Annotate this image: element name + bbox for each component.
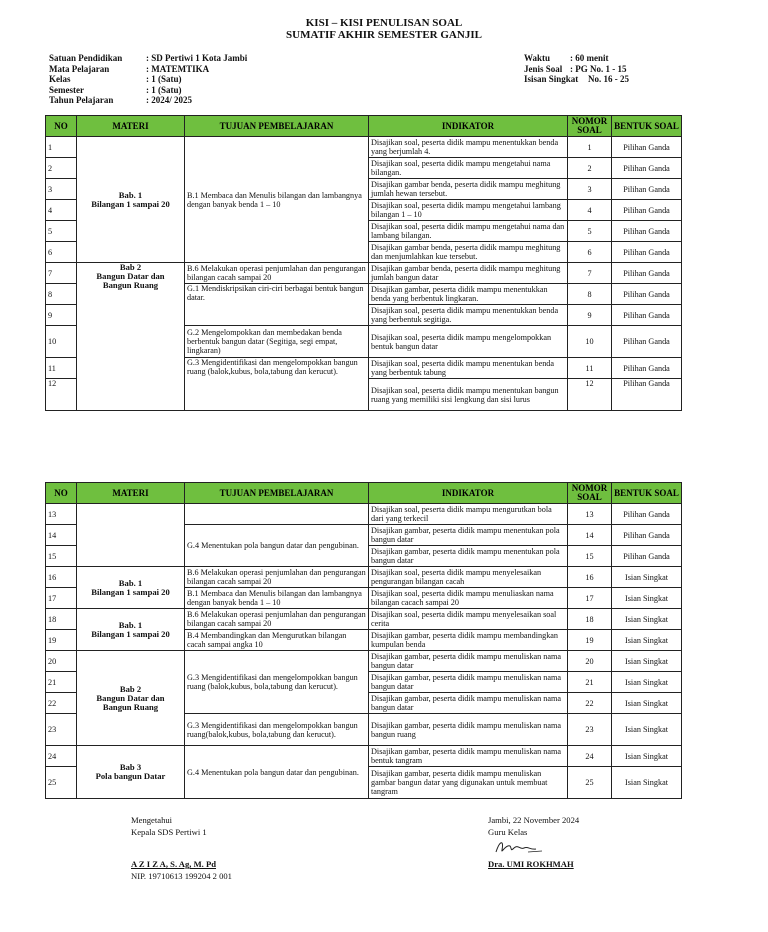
info-label: Waktu bbox=[524, 53, 551, 63]
info-label: Isisan Singkat bbox=[524, 74, 579, 84]
table-header-row bbox=[46, 116, 682, 137]
indikator-cell: Disajikan soal, peserta didik mampu mengetahui nama dan lambang bilangan. bbox=[369, 221, 568, 242]
row-no: 11 bbox=[46, 358, 77, 379]
bentuk-cell: Isian Singkat bbox=[612, 567, 682, 588]
bentuk-cell: Isian Singkat bbox=[612, 714, 682, 746]
indikator-cell: Disajikan soal, peserta didik mampu menentukan benda yang berbentuk tabung bbox=[369, 358, 568, 379]
table-row bbox=[46, 609, 682, 630]
nomor-cell: 10 bbox=[568, 326, 612, 358]
nomor-cell: 7 bbox=[568, 263, 612, 284]
tujuan-cell: G.4 Menentukan pola bangun datar dan pengubinan. bbox=[185, 525, 369, 567]
signature-right bbox=[488, 814, 579, 870]
nomor-cell: 4 bbox=[568, 200, 612, 221]
info-label: Satuan Pendidikan bbox=[49, 53, 123, 63]
table-row bbox=[46, 567, 682, 588]
document-subtitle: SUMATIF AKHIR SEMESTER GANJIL bbox=[286, 29, 482, 41]
materi-text: Bab 3 Pola bangun Datar bbox=[95, 762, 166, 781]
bentuk-cell: Pilihan Ganda bbox=[612, 221, 682, 242]
table-header-row bbox=[46, 483, 682, 504]
nomor-cell: 15 bbox=[568, 546, 612, 567]
indikator-cell: Disajikan soal, peserta didik mampu menentukkan benda yang berjumlah 4. bbox=[369, 137, 568, 158]
tujuan-cell: B.6 Melakukan operasi penjumlahan dan pengurangan bilangan cacah sampai 20 bbox=[185, 263, 369, 284]
col-header-nomor: NOMOR SOAL bbox=[568, 483, 612, 504]
info-value: No. 16 - 25 bbox=[588, 74, 629, 84]
info-left bbox=[49, 53, 247, 106]
bentuk-cell: Pilihan Ganda bbox=[612, 137, 682, 158]
row-no: 9 bbox=[46, 305, 77, 326]
col-header-bentuk: BENTUK SOAL bbox=[612, 116, 682, 137]
row-no: 10 bbox=[46, 326, 77, 358]
info-right bbox=[524, 53, 629, 85]
tujuan-cell: G.3 Mengidentifikasi dan mengelompokkan bangun ruang (balok,kubus, bola,tabung dan kerucut). bbox=[185, 651, 369, 714]
indikator-cell: Disajikan soal, peserta didik mampu menyelesaikan soal cerita bbox=[369, 609, 568, 630]
tujuan-cell: B.4 Membandingkan dan Mengurutkan bilangan cacah sampai angka 10 bbox=[185, 630, 369, 651]
table-row bbox=[46, 263, 682, 284]
nomor-cell: 12 bbox=[568, 379, 612, 411]
indikator-cell: Disajikan gambar, peserta didik mampu membandingkan kumpulan benda bbox=[369, 630, 568, 651]
nomor-cell: 25 bbox=[568, 767, 612, 799]
bentuk-cell: Pilihan Ganda bbox=[612, 305, 682, 326]
materi-cell bbox=[77, 263, 185, 411]
indikator-cell: Disajikan gambar benda, peserta didik mampu meghitung dan menjumlahkan kue tersebut. bbox=[369, 242, 568, 263]
bentuk-cell: Isian Singkat bbox=[612, 767, 682, 799]
row-no: 17 bbox=[46, 588, 77, 609]
table-row bbox=[46, 504, 682, 525]
nomor-cell: 1 bbox=[568, 137, 612, 158]
nomor-cell: 24 bbox=[568, 746, 612, 767]
indikator-cell: Disajikan gambar, peserta didik mampu menuliskan gambar bangun datar yang digunakan untuk membuat tangram bbox=[369, 767, 568, 799]
row-no: 3 bbox=[46, 179, 77, 200]
tujuan-cell: G.4 Menentukan pola bangun datar dan pengubinan. bbox=[185, 746, 369, 799]
nomor-cell: 17 bbox=[568, 588, 612, 609]
info-label: Semester bbox=[49, 84, 84, 95]
info-value: : 60 menit bbox=[570, 53, 609, 63]
bentuk-cell: Isian Singkat bbox=[612, 630, 682, 651]
col-header-materi: MATERI bbox=[77, 116, 185, 137]
row-no: 15 bbox=[46, 546, 77, 567]
row-no: 23 bbox=[46, 714, 77, 746]
signature-left-role: Kepala SDS Pertiwi 1 bbox=[131, 827, 207, 837]
bentuk-cell: Pilihan Ganda bbox=[612, 358, 682, 379]
indikator-cell: Disajikan gambar, peserta didik mampu menuliskan nama bentuk tangram bbox=[369, 746, 568, 767]
tujuan-cell: B.6 Melakukan operasi penjumlahan dan pengurangan bilangan cacah sampai 20 bbox=[185, 567, 369, 588]
info-label: Tahun Pelajaran bbox=[49, 95, 114, 105]
row-no: 18 bbox=[46, 609, 77, 630]
bentuk-cell: Pilihan Ganda bbox=[612, 546, 682, 567]
col-header-materi: MATERI bbox=[77, 483, 185, 504]
nomor-cell: 9 bbox=[568, 305, 612, 326]
bentuk-cell: Pilihan Ganda bbox=[612, 504, 682, 525]
indikator-cell: Disajikan soal, peserta didik mampu menyelesaikan pengurangan bilangan cacah bbox=[369, 567, 568, 588]
materi-text: Bab. 1 Bilangan 1 sampai 20 bbox=[91, 189, 170, 209]
tujuan-cell: G.3 Mengidentifikasi dan mengelompokkan bangun ruang(balok,kubus, bola,tabung dan kerucut). bbox=[185, 714, 369, 746]
indikator-cell: Disajikan gambar, peserta didik mampu menuliskan nama bangun datar bbox=[369, 693, 568, 714]
principal-name: A Z I Z A, S. Ag, M. Pd bbox=[131, 859, 217, 869]
materi-cell bbox=[77, 609, 185, 651]
info-value: : SD Pertiwi 1 Kota Jambi bbox=[146, 53, 248, 63]
tujuan-cell: B.1 Membaca dan Menulis bilangan dan lambangnya dengan banyak benda 1 – 10 bbox=[185, 137, 369, 263]
row-no: 6 bbox=[46, 242, 77, 263]
bentuk-cell: Isian Singkat bbox=[612, 746, 682, 767]
tujuan-cell: B.1 Membaca dan Menulis bilangan dan lambangnya dengan banyak benda 1 – 10 bbox=[185, 588, 369, 609]
signature-right-role: Guru Kelas bbox=[488, 827, 528, 837]
indikator-cell: Disajikan gambar, peserta didik mampu menuliskan nama bangun ruang bbox=[369, 714, 568, 746]
indikator-cell: Disajikan soal, peserta didik mampu mengurutkan bola dari yang terkecil bbox=[369, 504, 568, 525]
indikator-cell: Disajikan soal, peserta didik mampu mengetahui lambang bilangan 1 – 10 bbox=[369, 200, 568, 221]
row-no: 1 bbox=[46, 137, 77, 158]
tujuan-cell: G.1 Mendiskripsikan ciri-ciri berbagai bentuk bangun datar. bbox=[185, 284, 369, 326]
indikator-cell: Disajikan gambar, peserta didik mampu menuliskan nama bangun datar bbox=[369, 672, 568, 693]
nomor-cell: 3 bbox=[568, 179, 612, 200]
row-no: 16 bbox=[46, 567, 77, 588]
row-no: 5 bbox=[46, 221, 77, 242]
row-no: 20 bbox=[46, 651, 77, 672]
indikator-cell: Disajikan soal, peserta didik mampu menuliaskan nama bilangan cacach sampai 20 bbox=[369, 588, 568, 609]
document-title: KISI – KISI PENULISAN SOAL bbox=[305, 17, 463, 29]
materi-text: Bab. 1 Bilangan 1 sampai 20 bbox=[91, 577, 170, 597]
row-no: 24 bbox=[46, 746, 77, 767]
materi-text: Bab. 1 Bilangan 1 sampai 20 bbox=[91, 619, 170, 639]
row-no: 13 bbox=[46, 504, 77, 525]
nomor-cell: 8 bbox=[568, 284, 612, 305]
bentuk-cell: Pilihan Ganda bbox=[612, 158, 682, 179]
nomor-cell: 20 bbox=[568, 651, 612, 672]
nomor-cell: 16 bbox=[568, 567, 612, 588]
info-label: Jenis Soal bbox=[524, 63, 563, 74]
kisi-table-2 bbox=[45, 482, 682, 799]
bentuk-cell: Isian Singkat bbox=[612, 588, 682, 609]
info-label: Mata Pelajaran bbox=[49, 63, 110, 74]
bentuk-cell: Pilihan Ganda bbox=[612, 242, 682, 263]
row-no: 19 bbox=[46, 630, 77, 651]
col-header-bentuk: BENTUK SOAL bbox=[612, 483, 682, 504]
indikator-cell: Disajikan gambar benda, peserta didik mampu meghitung jumlah hewan tersebut. bbox=[369, 179, 568, 200]
bentuk-cell: Isian Singkat bbox=[612, 609, 682, 630]
materi-cell bbox=[77, 137, 185, 263]
info-value: : 1 (Satu) bbox=[146, 84, 182, 95]
nomor-cell: 2 bbox=[568, 158, 612, 179]
nomor-cell: 5 bbox=[568, 221, 612, 242]
col-header-no: NO bbox=[46, 483, 77, 504]
row-no: 21 bbox=[46, 672, 77, 693]
info-label: Kelas bbox=[49, 74, 71, 84]
indikator-cell: Disajikan soal, peserta didik mampu menentukan bangun ruang yang memiliki sisi lengkung dan sisi lurus bbox=[369, 379, 568, 411]
nomor-cell: 22 bbox=[568, 693, 612, 714]
materi-cell bbox=[77, 567, 185, 609]
materi-cell bbox=[77, 504, 185, 567]
teacher-name: Dra. UMI ROKHMAH bbox=[488, 859, 574, 869]
info-value: : PG No. 1 - 15 bbox=[570, 63, 627, 74]
bentuk-cell: Isian Singkat bbox=[612, 693, 682, 714]
tujuan-cell: G.3 Mengidentifikasi dan mengelompokkan bangun ruang (balok,kubus, bola,tabung dan kerucut). bbox=[185, 358, 369, 411]
nomor-cell: 11 bbox=[568, 358, 612, 379]
materi-cell bbox=[77, 651, 185, 746]
table-row bbox=[46, 746, 682, 767]
info-value: : 1 (Satu) bbox=[146, 74, 182, 84]
row-no: 7 bbox=[46, 263, 77, 284]
row-no: 25 bbox=[46, 767, 77, 799]
handwritten-signature bbox=[488, 838, 579, 858]
row-no: 22 bbox=[46, 693, 77, 714]
tujuan-cell bbox=[185, 504, 369, 525]
info-value: : 2024/ 2025 bbox=[146, 95, 192, 105]
materi-cell bbox=[77, 746, 185, 799]
indikator-cell: Disajikan soal, peserta didik mampu mengetahui nama bilangan. bbox=[369, 158, 568, 179]
nomor-cell: 19 bbox=[568, 630, 612, 651]
col-header-indikator: INDIKATOR bbox=[369, 483, 568, 504]
indikator-cell: Disajikan gambar, peserta didik mampu menentukkan benda yang berbentuk lingkaran. bbox=[369, 284, 568, 305]
nomor-cell: 14 bbox=[568, 525, 612, 546]
indikator-cell: Disajikan soal, peserta didik mampu menentukkan benda yang berbentuk segitiga. bbox=[369, 305, 568, 326]
tujuan-cell: B.6 Melakukan operasi penjumlahan dan pengurangan bilangan cacah sampai 20 bbox=[185, 609, 369, 630]
bentuk-cell: Pilihan Ganda bbox=[612, 263, 682, 284]
nomor-cell: 21 bbox=[568, 672, 612, 693]
materi-text: Bab 2 Bangun Datar dan Bangun Ruang bbox=[96, 262, 165, 290]
col-header-tujuan: TUJUAN PEMBELAJARAN bbox=[185, 483, 369, 504]
nomor-cell: 23 bbox=[568, 714, 612, 746]
bentuk-cell: Pilihan Ganda bbox=[612, 200, 682, 221]
col-header-nomor: NOMOR SOAL bbox=[568, 116, 612, 137]
indikator-cell: Disajikan gambar, peserta didik mampu menuliskan nama bangun datar bbox=[369, 651, 568, 672]
row-no: 4 bbox=[46, 200, 77, 221]
col-header-no: NO bbox=[46, 116, 77, 137]
materi-text: Bab 2 Bangun Datar dan Bangun Ruang bbox=[96, 683, 165, 712]
bentuk-cell: Isian Singkat bbox=[612, 651, 682, 672]
signature-right-date: Jambi, 22 November 2024 bbox=[488, 815, 580, 825]
table-row bbox=[46, 137, 682, 158]
col-header-indikator: INDIKATOR bbox=[369, 116, 568, 137]
table-row bbox=[46, 651, 682, 672]
nomor-cell: 18 bbox=[568, 609, 612, 630]
col-header-tujuan: TUJUAN PEMBELAJARAN bbox=[185, 116, 369, 137]
row-no: 12 bbox=[46, 379, 77, 411]
bentuk-cell: Pilihan Ganda bbox=[612, 179, 682, 200]
row-no: 14 bbox=[46, 525, 77, 546]
indikator-cell: Disajikan gambar, peserta didik mampu menentukan pola bangun datar bbox=[369, 525, 568, 546]
indikator-cell: Disajikan gambar benda, peserta didik mampu meghitung jumlah bangun datar bbox=[369, 263, 568, 284]
indikator-cell: Disajikan gambar, peserta didik mampu menentukan pola bangun datar bbox=[369, 546, 568, 567]
row-no: 2 bbox=[46, 158, 77, 179]
bentuk-cell: Isian Singkat bbox=[612, 672, 682, 693]
indikator-cell: Disajikan soal, peserta didik mampu mengelompokkan bentuk bangun datar bbox=[369, 326, 568, 358]
bentuk-cell: Pilihan Ganda bbox=[612, 326, 682, 358]
info-value: : MATEMTIKA bbox=[146, 63, 210, 74]
tujuan-cell: G.2 Mengelompokkan dan membedakan benda berbentuk bangun datar (Segitiga, segi empat, lingkaran) bbox=[185, 326, 369, 358]
bentuk-cell: Pilihan Ganda bbox=[612, 284, 682, 305]
kisi-table-1 bbox=[45, 115, 682, 411]
bentuk-cell: Pilihan Ganda bbox=[612, 379, 682, 411]
signature-left bbox=[131, 814, 232, 882]
principal-nip: NIP. 19710613 199204 2 001 bbox=[131, 871, 232, 881]
bentuk-cell: Pilihan Ganda bbox=[612, 525, 682, 546]
nomor-cell: 13 bbox=[568, 504, 612, 525]
nomor-cell: 6 bbox=[568, 242, 612, 263]
signature-left-line1: Mengetahui bbox=[131, 815, 173, 825]
row-no: 8 bbox=[46, 284, 77, 305]
